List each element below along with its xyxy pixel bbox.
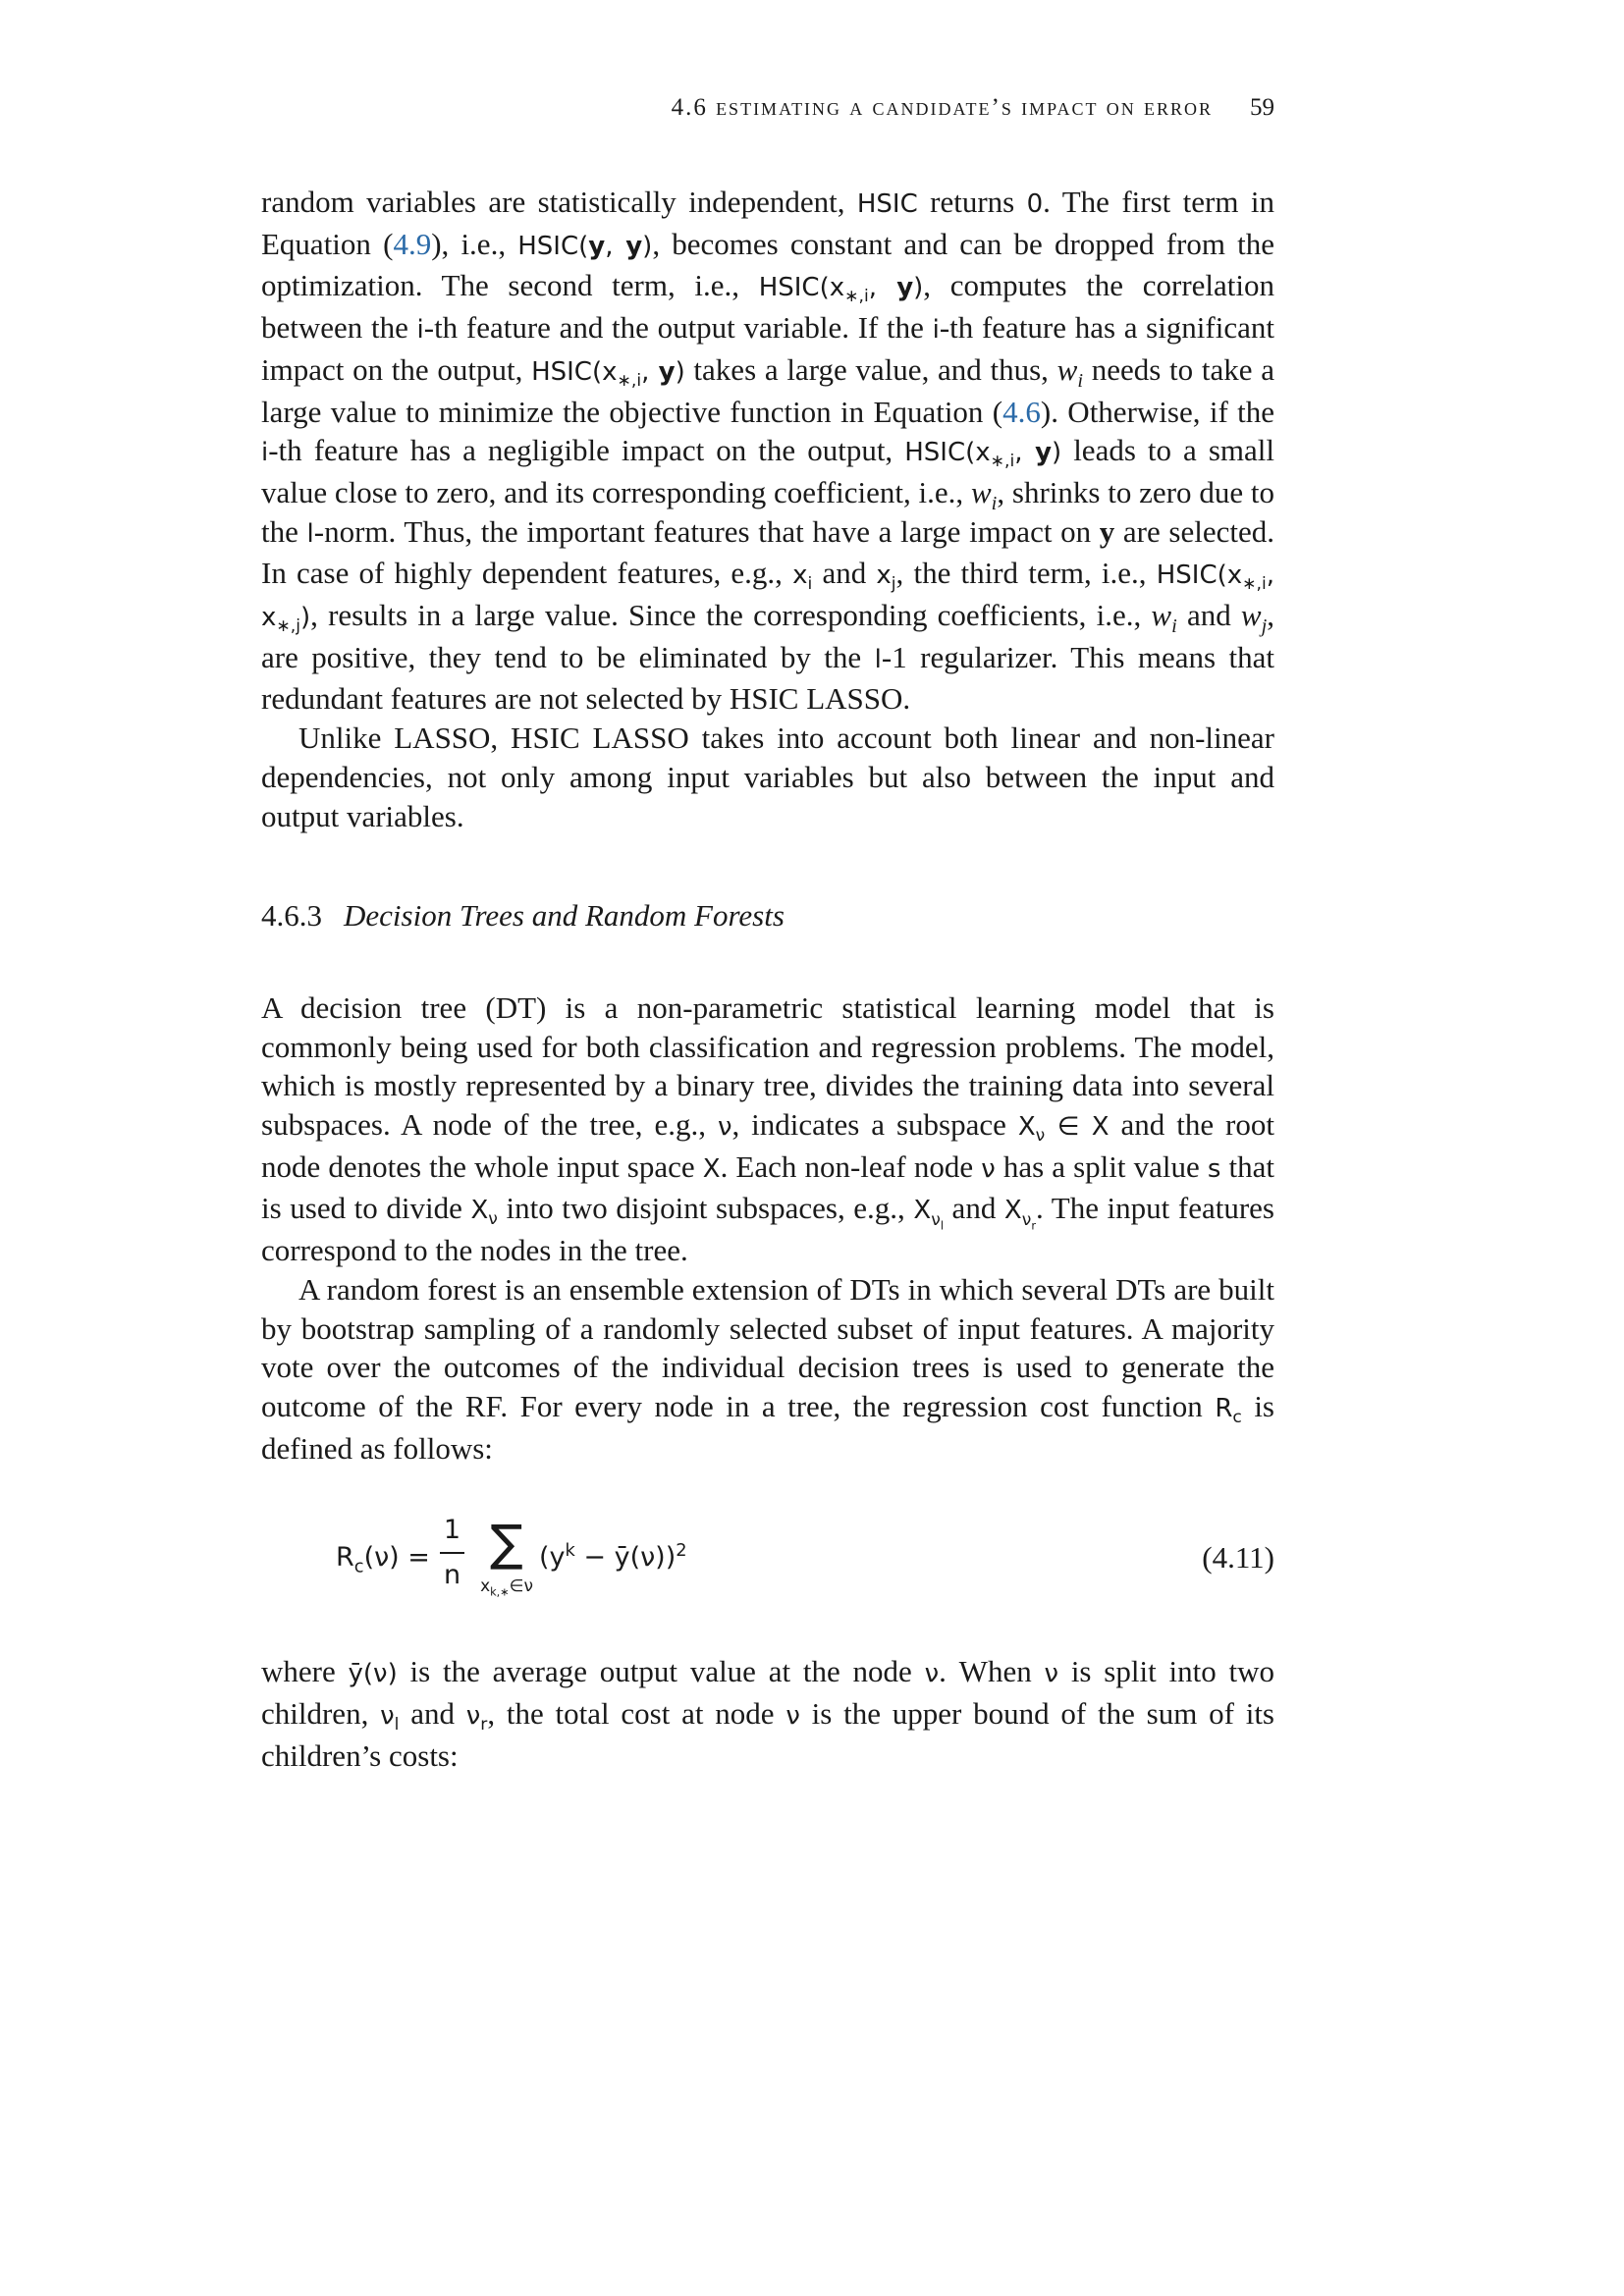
- equation-body: $R_c(\nu)$ = $\frac{1}{n}$ ∑ $x_{k,∗}\in\nu$ ($y^k$ − ȳ(ν))$^2$: [336, 1511, 687, 1619]
- page-number: 59: [1250, 94, 1274, 121]
- body-text: [261, 183, 1274, 1776]
- equation-fraction: $\frac{1}{n}$: [440, 1511, 464, 1594]
- section-heading: [261, 896, 1274, 935]
- paragraph-hsic-lasso: Unlike LASSO, HSIC LASSO takes into account both linear and non-linear dependencies, not only among input variables but also between the input and output variables.: [261, 721, 1274, 833]
- equation-ref-4-9[interactable]: 4.9: [393, 226, 432, 261]
- equation-4-11: [261, 1511, 1274, 1619]
- equation-number: (4.11): [1202, 1540, 1274, 1575]
- equation-sum: ∑ $x_{k,∗}\in\nu$: [480, 1515, 533, 1599]
- paragraph-hsic-explanation: random variables are statistically independent, HSIC returns 0. The first term in Equation (4.9), i.e., HSIC(y, y), becomes constant and can be dropped from the optimization. The second term, i.e., $HSIC(x_{∗,i}$, y), computes the correlation between the i-th feature and the output variable. If the i-th feature has a significant impact on the output, $HSIC(x_{∗,i}$, y) takes a large value, and thus, $w_i$ needs to take a large value to minimize the objective function in Equation (4.6). Otherwise, if the i-th feature has a negligible impact on the output, $HSIC(x_{∗,i}$, y) leads to a small value close to zero, and its corresponding coefficient, i.e., $w_i$, shrinks to zero due to the l-norm. Thus, the important features that have a large impact on y are selected. In case of highly dependent features, e.g., $x_i$ and $x_j$, the third term, i.e., $HSIC(x_{∗,i}$, $x_{∗,j}$), results in a large value. Since the corresponding coefficients, i.e., $w_i$ and $w_j$, are positive, they tend to be eliminated by the l-1 regularizer. This means that redundant features are not selected by HSIC LASSO.: [261, 185, 1275, 717]
- running-head: [261, 94, 1274, 122]
- paragraph-cost-split: where ȳ(ν) is the average output value at the node ν. When ν is split into two children, $\nu_l$ and $\nu_r$, the total cost at node ν is the upper bound of the sum of its children’s costs:: [261, 1654, 1274, 1773]
- paragraph-decision-tree: A decision tree (DT) is a non-parametric statistical learning model that is commonly being used for both classification and regression problems. The model, which is mostly represented by a binary tree, divides the training data into several subspaces. A node of the tree, e.g., ν, indicates a subspace $X_\nu$ ∈ X and the root node denotes the whole input space X. Each non-leaf node ν has a split value s that is used to divide $X_\nu$ into two disjoint subspaces, e.g., $X_{\nu_l}$ and $X_{\nu_r}$. The input features correspond to the nodes in the tree.: [261, 989, 1274, 1268]
- section-title: Decision Trees and Random Forests: [344, 898, 785, 934]
- section-number: 4.6.3: [261, 898, 322, 934]
- equation-ref-4-6[interactable]: 4.6: [1002, 394, 1041, 429]
- paragraph-random-forest: A random forest is an ensemble extension of DTs in which several DTs are built by bootstrap sampling of a randomly selected subset of input features. A majority vote over the outcomes of the individual decision trees is used to generate the outcome of the RF. For every node in a tree, the regression cost function $R_c$ is defined as follows:: [261, 1271, 1274, 1466]
- running-title: 4.6 estimating a candidate’s impact on error: [671, 94, 1213, 121]
